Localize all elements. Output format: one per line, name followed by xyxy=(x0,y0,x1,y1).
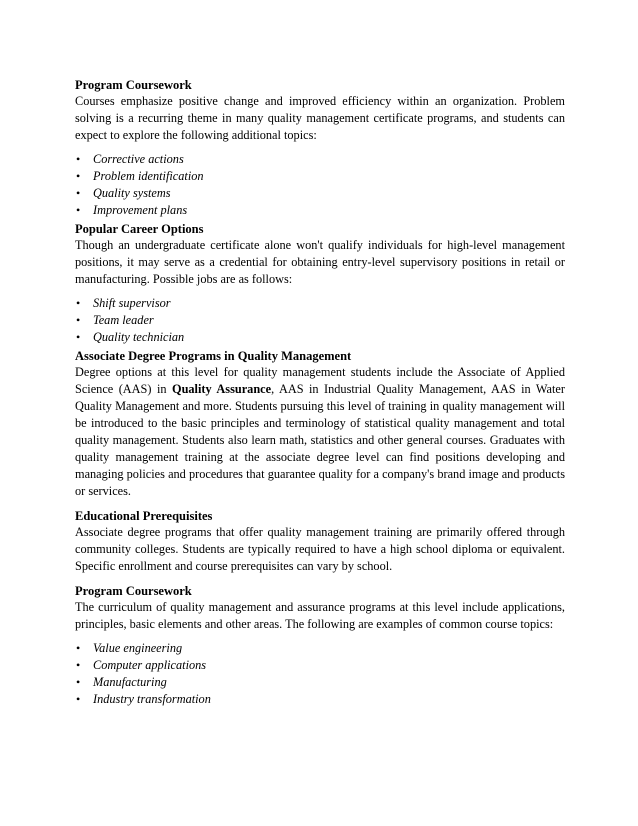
paragraph-bold-text: Quality Assurance xyxy=(172,382,272,396)
document-content xyxy=(75,77,565,708)
bullet-icon: • xyxy=(76,296,81,310)
section-paragraph: Courses emphasize positive change and improved efficiency within an organization. Problem solving is a recurring theme in many quality management certificate programs, and students can expect to explore the following additional topics: xyxy=(75,94,565,142)
list-item xyxy=(75,202,565,219)
bullet-icon: • xyxy=(76,186,81,200)
bullet-icon: • xyxy=(76,203,81,217)
list-item-text: Improvement plans xyxy=(93,203,188,217)
list-item-text: Manufacturing xyxy=(93,675,167,689)
section-heading-career-options: Popular Career Options xyxy=(75,222,204,236)
bullet-list xyxy=(75,151,565,219)
paragraph-text: , AAS in Industrial Quality Management, AAS in Water Quality Management and more. Students pursuing this level of training in quality management will be introduced to the basic principles and terminology of statistical quality management and total quality management. Students also learn math, statistics and other general courses. Graduates with quality management training at the associate degree level can find positions developing and managing policies and procedures that guarantee quality for a company's brand image and products or services. xyxy=(75,382,565,498)
section-paragraph: Associate degree programs that offer quality management training are primarily offered through community colleges. Students are typically required to have a high school diploma or equivalent. Specific enrollment and course prerequisites can vary by school. xyxy=(75,525,565,573)
list-item-text: Value engineering xyxy=(93,641,183,655)
bullet-icon: • xyxy=(76,330,81,344)
list-item-text: Industry transformation xyxy=(93,692,211,706)
list-item xyxy=(75,185,565,202)
list-item-text: Quality technician xyxy=(93,330,185,344)
section-heading-program-coursework-2: Program Coursework xyxy=(75,584,192,598)
list-item xyxy=(75,168,565,185)
bullet-icon: • xyxy=(76,313,81,327)
list-item-text: Team leader xyxy=(93,313,154,327)
list-item xyxy=(75,329,565,346)
bullet-list xyxy=(75,295,565,346)
section-heading-educational-prerequisites: Educational Prerequisites xyxy=(75,509,213,523)
list-item xyxy=(75,295,565,312)
list-item xyxy=(75,691,565,708)
section-paragraph: The curriculum of quality management and assurance programs at this level include applications, principles, basic elements and other areas. The following are examples of common course topics: xyxy=(75,600,565,631)
section-heading-associate-degree: Associate Degree Programs in Quality Management xyxy=(75,349,352,363)
bullet-list xyxy=(75,640,565,708)
bullet-icon: • xyxy=(76,692,81,706)
section-paragraph xyxy=(75,364,565,500)
paragraph-text: Degree options at this level for quality management students include the Associate of Applied Science (AAS) in xyxy=(75,365,565,396)
list-item xyxy=(75,640,565,657)
list-item-text: Quality systems xyxy=(93,186,171,200)
list-item xyxy=(75,312,565,329)
list-item-text: Shift supervisor xyxy=(93,296,171,310)
bullet-icon: • xyxy=(76,152,81,166)
list-item xyxy=(75,151,565,168)
list-item-text: Problem identification xyxy=(93,169,204,183)
list-item xyxy=(75,657,565,674)
bullet-icon: • xyxy=(76,675,81,689)
bullet-icon: • xyxy=(76,169,81,183)
list-item-text: Corrective actions xyxy=(93,152,184,166)
section-paragraph: Though an undergraduate certificate alone won't qualify individuals for high-level management positions, it may serve as a credential for obtaining entry-level supervisory positions in retail or manufacturing. Possible jobs are as follows: xyxy=(75,238,565,286)
section-heading-program-coursework: Program Coursework xyxy=(75,78,192,92)
bullet-icon: • xyxy=(76,641,81,655)
list-item-text: Computer applications xyxy=(93,658,207,672)
bullet-icon: • xyxy=(76,658,81,672)
list-item xyxy=(75,674,565,691)
